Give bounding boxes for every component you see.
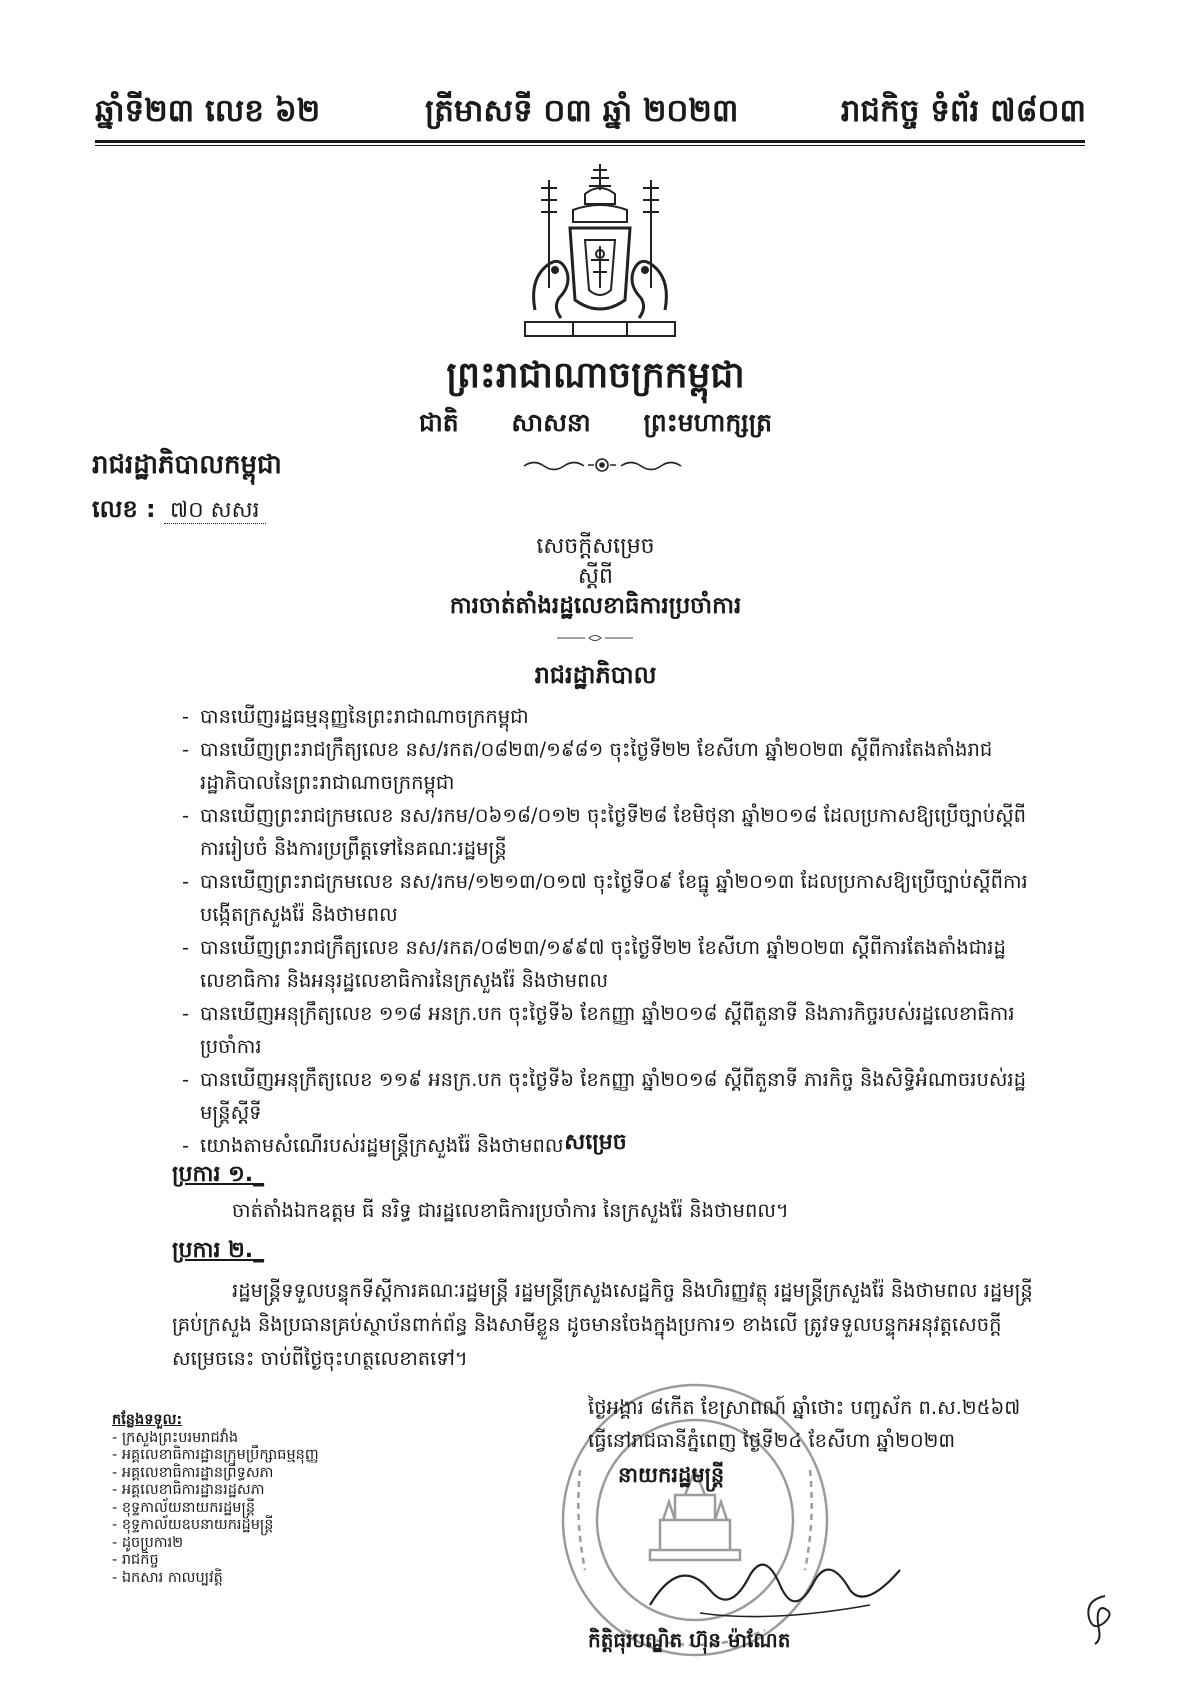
decision-heading: សម្រេច (564, 1130, 627, 1155)
visa-text: បានឃើញអនុក្រឹត្យលេខ ១១៩ អនក្រ.បក ចុះថ្ងៃទី៦ ខែកញ្ញា ឆ្នាំ២០១៨ ស្តីពីតួនាទី ភារកិច្ច និងសិទ្ធិអំណាចរបស់រដ្ឋមន្ត្រីស្តីទី (200, 1068, 1026, 1124)
recipients-heading: កន្លែងទទួល: (112, 1412, 183, 1428)
issuing-government: រាជរដ្ឋាភិបាលកម្ពុជា (92, 450, 282, 480)
motto-king: ព្រះមហាក្សត្រ (643, 408, 773, 437)
article-1-heading: ប្រការ ១._ (172, 1162, 265, 1187)
recipients-list (112, 1412, 319, 1587)
list-item: - ក្រសួងព្រះបរមរាជវាំង (112, 1429, 239, 1446)
list-item: - បានឃើញអនុក្រឹត្យលេខ ១១៨ អនក្រ.បក ចុះថ្ងៃទី៦ ខែកញ្ញា ឆ្នាំ២០១៨ ស្តីពីតួនាទី និងភារកិច្ចរបស់រដ្ឋលេខាធិការប្រចាំការ (182, 997, 1032, 1063)
handwritten-signature-icon (640, 1535, 920, 1630)
document-subject: ការចាត់តាំងរដ្ឋលេខាធិការប្រចាំការ (449, 593, 742, 619)
visa-text: បានឃើញព្រះរាជក្រឹត្យលេខ នស/រកត/០៨២៣/១៩៩៧ ចុះថ្ងៃទី២២ ខែសីហា ឆ្នាំ២០២៣ ស្តីពីការតែងតាំងជារដ្ឋលេខាធិការ និងអនុរដ្ឋលេខាធិការនៃក្រសួងរ៉ែ និងថាមពល (200, 936, 1006, 992)
small-ornament-icon (555, 633, 635, 643)
visa-text: យោងតាមសំណើរបស់រដ្ឋមន្ត្រីក្រសួងរ៉ែ និងថាមពល (200, 1134, 564, 1157)
initial-mark-icon (1075, 1588, 1125, 1648)
list-item: - ឯកសារ កាលប្បវត្តិ (112, 1569, 223, 1586)
signatory-name: កិត្តិធុរបណ្ឌិត ហ៊ុន ម៉ាណែត (588, 1628, 791, 1652)
visas-list (182, 700, 1032, 1162)
header-divider-thin (95, 145, 1085, 146)
article-2-heading: ប្រការ ២._ (172, 1238, 265, 1263)
document-number (92, 494, 266, 529)
list-item: - អគ្គលេខាធិការដ្ឋានព្រឹទ្ធសភា (112, 1464, 274, 1481)
ornament-divider-icon (520, 455, 685, 475)
authority-heading: រាជរដ្ឋាភិបាល (534, 661, 657, 689)
document-about: ស្តីពី (578, 564, 613, 589)
document-number-label: លេខ : (92, 495, 156, 523)
visa-text: បានឃើញព្រះរាជក្រមលេខ នស/រកម/១២១៣/០១៧ ចុះថ្ងៃទី០៩ ខែធ្នូ ឆ្នាំ២០១៣ ដែលប្រកាសឱ្យប្រើច្បាប់ស្តីពីការបង្កើតក្រសួងរ៉ែ និងថាមពល (200, 870, 1028, 926)
list-item: - បានឃើញអនុក្រឹត្យលេខ ១១៩ អនក្រ.បក ចុះថ្ងៃទី៦ ខែកញ្ញា ឆ្នាំ២០១៨ ស្តីពីតួនាទី ភារកិច្ច និងសិទ្ធិអំណាចរបស់រដ្ឋមន្ត្រីស្តីទី (182, 1063, 1032, 1129)
visa-text: បានឃើញព្រះរាជក្រមលេខ នស/រកម/០៦១៨/០១២ ចុះថ្ងៃទី២៨ ខែមិថុនា ឆ្នាំ២០១៨ ដែលប្រកាសឱ្យប្រើច្បាប់ស្តីពីការរៀបចំ និងការប្រព្រឹត្តទៅនៃគណៈរដ្ឋមន្ត្រី (200, 804, 1027, 860)
kingdom-name: ព្រះរាជាណាចក្រកម្ពុជា (446, 355, 745, 396)
article-2-text: រដ្ឋមន្ត្រីទទួលបន្ទុកទីស្តីការគណៈរដ្ឋមន្ត្រី រដ្ឋមន្ត្រីក្រសួងសេដ្ឋកិច្ច និងហិរញ្ញវត្ថុ រដ្ឋមន្ត្រីក្រសួងរ៉ែ និងថាមពល រដ្ឋមន្ត្រីគ្រប់ក្រសួង និងប្រធានគ្រប់ស្ថាប័នពាក់ព័ន្ធ និងសាមីខ្លួន ដូចមានចែងក្នុងប្រការ១ ខាងលើ ត្រូវទទួលបន្ទុកអនុវត្តសេចក្តីសម្រេចនេះ ចាប់ពីថ្ងៃចុះហត្ថលេខាតទៅ។ (172, 1279, 1033, 1370)
national-motto (0, 408, 1191, 444)
article-1-text: ចាត់តាំងឯកឧត្តម ធី នរិទ្ធ ជារដ្ឋលេខាធិការប្រចាំការ នៃក្រសួងរ៉ែ និងថាមពល។ (232, 1199, 789, 1222)
list-item: - បានឃើញព្រះរាជក្រឹត្យលេខ នស/រកត/០៨២៣/១៩៩៧ ចុះថ្ងៃទី២២ ខែសីហា ឆ្នាំ២០២៣ ស្តីពីការតែងតាំងជារដ្ឋលេខាធិការ និងអនុរដ្ឋលេខាធិការនៃក្រសួងរ៉ែ និងថាមពល (182, 931, 1032, 997)
list-item: - យោងតាមសំណើរបស់រដ្ឋមន្ត្រីក្រសួងរ៉ែ និងថាមពល (182, 1129, 1032, 1162)
royal-coat-of-arms-icon (515, 160, 685, 345)
list-item: - អគ្គលេខាធិការដ្ឋានរដ្ឋសភា (112, 1482, 265, 1498)
motto-nation: ជាតិ (418, 408, 459, 437)
document-number-value: ៧០ សសរ (164, 498, 266, 524)
gazette-page: រាជកិច្ច ទំព័រ ៧៨០៣ (840, 93, 1086, 129)
list-item: - បានឃើញព្រះរាជក្រមលេខ នស/រកម/១២១៣/០១៧ ចុះថ្ងៃទី០៩ ខែធ្នូ ឆ្នាំ២០១៣ ដែលប្រកាសឱ្យប្រើច្បាប់ស្តីពីការបង្កើតក្រសួងរ៉ែ និងថាមពល (182, 865, 1032, 931)
document-type: សេចក្តីសម្រេច (536, 534, 655, 559)
list-item: - ខុទ្ទកាល័យនាយករដ្ឋមន្ត្រី (112, 1499, 256, 1516)
lunar-date: ថ្ងៃអង្គារ ៨កើត ខែស្រាពណ៍ ឆ្នាំថោះ បញ្ចស័ក ព.ស.២៥៦៧ (588, 1396, 1021, 1419)
list-item: - ខុទ្ទកាល័យឧបនាយករដ្ឋមន្ត្រី (112, 1517, 274, 1533)
gazette-year-issue: ឆ្នាំទី២៣ លេខ ៦២ (95, 93, 321, 129)
visa-text: បានឃើញរដ្ឋធម្មនុញ្ញនៃព្រះរាជាណាចក្រកម្ពុជា (200, 705, 529, 728)
visa-text: បានឃើញអនុក្រឹត្យលេខ ១១៨ អនក្រ.បក ចុះថ្ងៃទី៦ ខែកញ្ញា ឆ្នាំ២០១៨ ស្តីពីតួនាទី និងភារកិច្ចរបស់រដ្ឋលេខាធិការប្រចាំការ (200, 1002, 1015, 1058)
gazette-quarter: ត្រីមាសទី ០៣ ឆ្នាំ ២០២៣ (425, 93, 739, 129)
list-item: - ដូចប្រការ២ (112, 1534, 184, 1551)
list-item: - បានឃើញព្រះរាជក្រឹត្យលេខ នស/រកត/០៨២៣/១៩៨១ ចុះថ្ងៃទី២២ ខែសីហា ឆ្នាំ២០២៣ ស្តីពីការតែងតាំងរាជរដ្ឋាភិបាលនៃព្រះរាជាណាចក្រកម្ពុជា (182, 733, 1032, 799)
header-divider (95, 140, 1085, 143)
list-item: - បានឃើញរដ្ឋធម្មនុញ្ញនៃព្រះរាជាណាចក្រកម្ពុជា (182, 700, 1032, 733)
list-item: - បានឃើញព្រះរាជក្រមលេខ នស/រកម/០៦១៨/០១២ ចុះថ្ងៃទី២៨ ខែមិថុនា ឆ្នាំ២០១៨ ដែលប្រកាសឱ្យប្រើច្បាប់ស្តីពីការរៀបចំ និងការប្រព្រឹត្តទៅនៃគណៈរដ្ឋមន្ត្រី (182, 799, 1032, 865)
place-and-date: ធ្វើនៅរាជធានីភ្នំពេញ ថ្ងៃទី២៤ ខែសីហា ឆ្នាំ២០២៣ (588, 1429, 956, 1452)
motto-religion: សាសនា (511, 408, 591, 437)
visa-text: បានឃើញព្រះរាជក្រឹត្យលេខ នស/រកត/០៨២៣/១៩៨១ ចុះថ្ងៃទី២២ ខែសីហា ឆ្នាំ២០២៣ ស្តីពីការតែងតាំងរាជរដ្ឋាភិបាលនៃព្រះរាជាណាចក្រកម្ពុជា (200, 738, 993, 794)
list-item: - អគ្គលេខាធិការដ្ឋានក្រុមប្រឹក្សាធម្មនុញ្ញ (112, 1447, 319, 1463)
list-item: - រាជកិច្ច (112, 1552, 159, 1568)
signatory-title: នាយករដ្ឋមន្ត្រី (618, 1463, 725, 1487)
